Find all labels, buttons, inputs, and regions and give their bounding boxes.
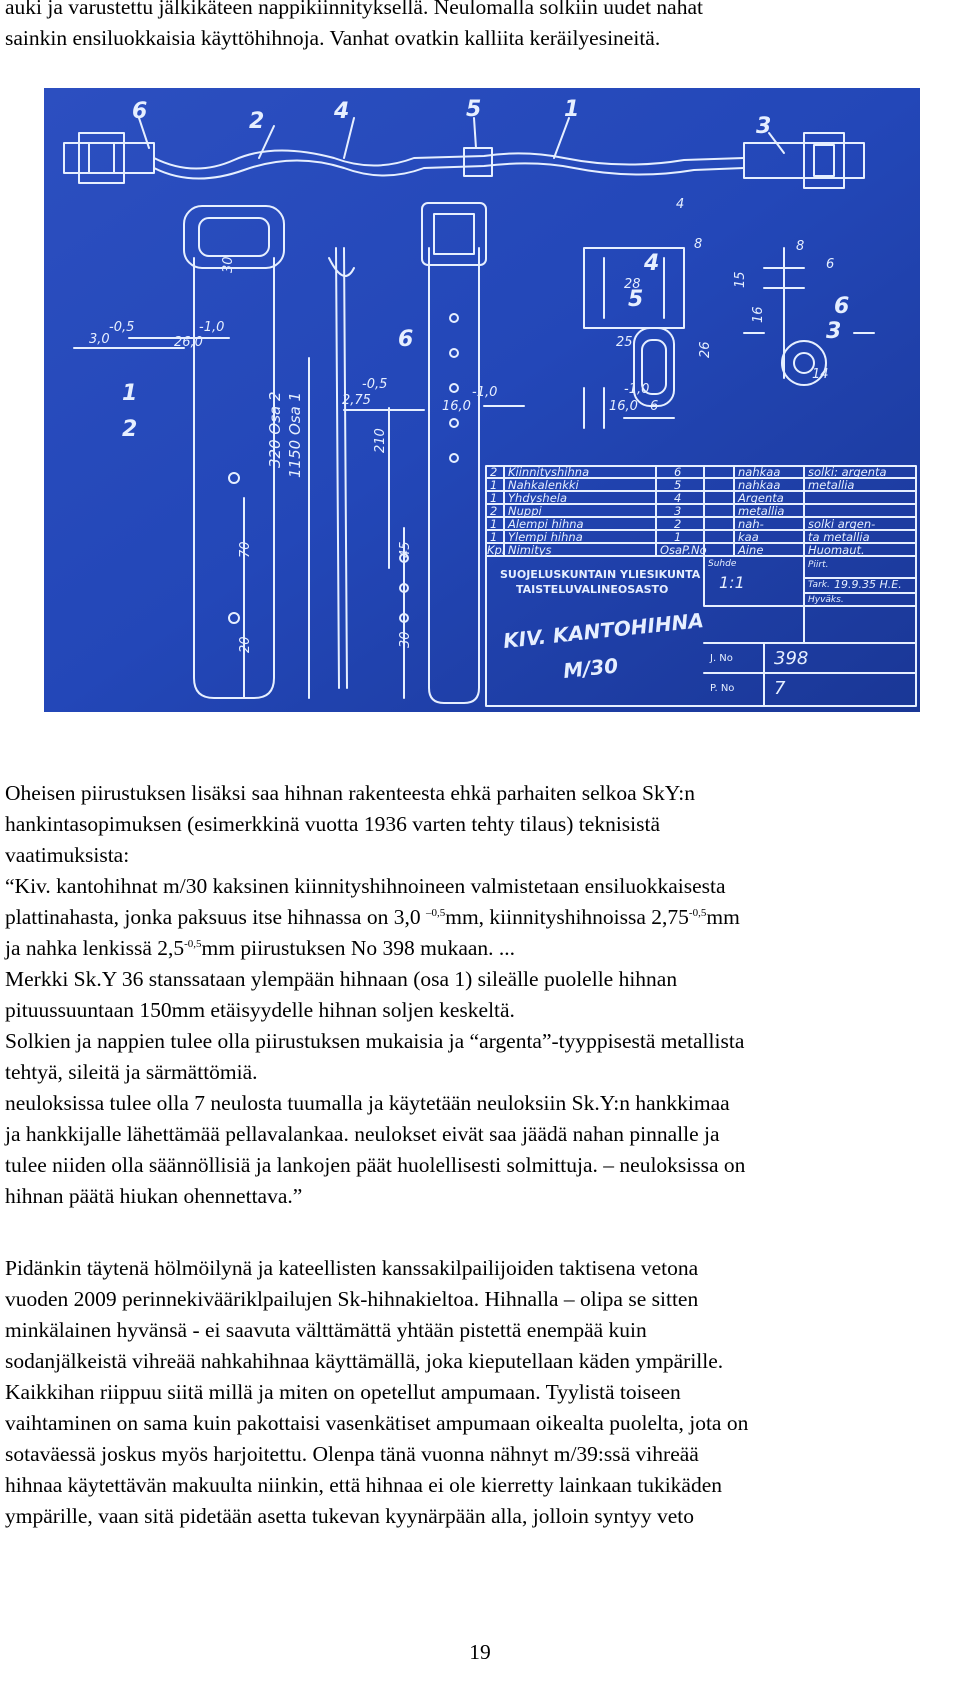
svg-text:metallia: metallia	[808, 478, 855, 492]
text-line: vuoden 2009 perinnekivääriklpailujen Sk-hihnakieltoa. Hihnalla – olipa se sitten	[5, 1287, 699, 1311]
svg-text:45: 45	[398, 541, 413, 558]
svg-text:solki argen-: solki argen-	[808, 517, 876, 531]
svg-text:26: 26	[698, 341, 713, 358]
svg-text:solki: argenta: solki: argenta	[808, 465, 887, 479]
svg-text:15: 15	[733, 271, 748, 288]
text-line: pituussuuntaan 150mm etäisyydelle hihnan soljen keskeltä.	[5, 998, 515, 1022]
svg-text:Tark.: Tark.	[808, 580, 830, 590]
svg-text:nahkaa: nahkaa	[738, 478, 781, 492]
svg-text:kaa: kaa	[738, 530, 759, 544]
text-line: Pidänkin täytenä hölmöilynä ja kateellisten kanssakilpailijoiden taktisena vetona	[5, 1256, 699, 1280]
svg-text:-1,0: -1,0	[199, 320, 225, 335]
callout-label: 6	[834, 294, 850, 319]
svg-text:Kpl: Kpl	[487, 543, 506, 557]
callout-label: 5	[628, 287, 644, 312]
svg-text:25: 25	[616, 335, 633, 350]
svg-text:398: 398	[774, 648, 809, 669]
text-line: Merkki Sk.Y 36 stanssataan ylempään hihnaan (osa 1) sileälle puolelle hihnan	[5, 967, 678, 991]
callout-label: 3	[826, 319, 842, 344]
blueprint-photo	[44, 88, 920, 712]
svg-text:210: 210	[373, 428, 388, 453]
svg-text:1: 1	[674, 530, 682, 544]
svg-text:16,0: 16,0	[442, 399, 471, 414]
svg-text:KIV. KANTOHIHNA: KIV. KANTOHIHNA	[502, 608, 705, 653]
text-line: auki ja varustettu jälkikäteen nappikiinnityksellä. Neulomalla solkiin uudet nahat	[5, 0, 703, 19]
svg-text:-1,0: -1,0	[624, 382, 650, 397]
svg-text:Alempi hihna: Alempi hihna	[508, 517, 584, 531]
svg-text:7: 7	[774, 678, 786, 699]
tolerance-superscript: -0,5	[184, 937, 202, 950]
svg-text:Ylempi hihna: Ylempi hihna	[508, 530, 583, 544]
text-line: vaatimuksista:	[5, 843, 130, 867]
svg-text:5: 5	[674, 478, 682, 492]
svg-text:Hyväks.: Hyväks.	[808, 595, 844, 605]
svg-text:320 Osa 2: 320 Osa 2	[266, 391, 284, 468]
svg-text:1: 1	[490, 530, 498, 544]
text-line: plattinahasta, jonka paksuus itse hihnassa on 3,0 $^{-0,5}$mm, kiinnityshihnoissa $2,75^{-0,5}mm$	[5, 905, 740, 929]
svg-text:P.No: P.No	[682, 543, 707, 557]
svg-text:TAISTELUVALINEOSASTO: TAISTELUVALINEOSASTO	[516, 583, 669, 596]
svg-text:Nahkalenkki: Nahkalenkki	[508, 478, 579, 492]
svg-text:Kiinnityshihna: Kiinnityshihna	[508, 465, 590, 479]
svg-text:6: 6	[674, 465, 682, 479]
svg-text:16,0: 16,0	[609, 399, 638, 414]
svg-text:3: 3	[674, 504, 682, 518]
callout-label: 1	[122, 381, 138, 406]
text-line: Solkien ja nappien tulee olla piirustuksen mukaisia ja “argenta”-tyyppisestä metallista	[5, 1029, 745, 1053]
intro-paragraph	[5, 0, 957, 54]
svg-text:1150 Osa 1: 1150 Osa 1	[286, 391, 304, 478]
essay-paragraph	[5, 1253, 957, 1532]
svg-text:Nimitys: Nimitys	[508, 543, 552, 557]
svg-text:P. No: P. No	[710, 683, 735, 694]
svg-text:6: 6	[826, 257, 835, 272]
text-line: sainkin ensiluokkaisia käyttöhihnoja. Vanhat ovatkin kalliita keräilyesineitä.	[5, 26, 661, 50]
svg-text:SUOJELUSKUNTAIN YLIESIKUNTA: SUOJELUSKUNTAIN YLIESIKUNTA	[500, 568, 701, 581]
text-line: tehtyä, sileitä ja särmättömiä.	[5, 1060, 258, 1084]
svg-text:1:1: 1:1	[719, 573, 745, 592]
text-line: vaihtaminen on sama kuin pakottaisi vasenkätiset ampumaan oikealta puolelta, jota on	[5, 1411, 749, 1435]
svg-text:70: 70	[238, 541, 253, 558]
svg-text:Piirt.: Piirt.	[808, 560, 829, 570]
svg-text:-1,0: -1,0	[472, 385, 498, 400]
text-line: ja nahka lenkissä $2,5^{-0,5}mm$ piirustuksen No 398 mukaan. ...	[5, 936, 516, 960]
page-number: 19	[469, 1640, 491, 1664]
text-line: minkälainen hyvänsä - ei saavuta välttämättä yhtään pistettä enempää kuin	[5, 1318, 647, 1342]
svg-text:14: 14	[812, 367, 829, 382]
svg-text:26,0: 26,0	[174, 335, 203, 350]
svg-text:Argenta: Argenta	[738, 491, 784, 505]
svg-text:2,75: 2,75	[342, 393, 371, 408]
svg-text:-0,5: -0,5	[109, 320, 135, 335]
quote-paragraph	[5, 778, 957, 1212]
svg-text:19.9.35 H.E.: 19.9.35 H.E.	[834, 578, 902, 591]
svg-text:metallia: metallia	[738, 504, 785, 518]
svg-text:3,0: 3,0	[89, 332, 110, 347]
text-line: Oheisen piirustuksen lisäksi saa hihnan rakenteesta ehkä parhaiten selkoa SkY:n	[5, 781, 696, 805]
svg-text:1: 1	[490, 491, 498, 505]
svg-text:8: 8	[796, 239, 805, 254]
svg-text:Aine: Aine	[738, 543, 764, 557]
blueprint-background	[44, 88, 920, 712]
text-line: Kaikkihan riippuu siitä millä ja miten on opetellut ampumaan. Tyylistä toiseen	[5, 1380, 681, 1404]
svg-text:1: 1	[490, 478, 498, 492]
svg-text:2: 2	[490, 465, 498, 479]
text-line: neuloksissa tulee olla 7 neulosta tuumalla ja käytetään neuloksiin Sk.Y:n hankkimaa	[5, 1091, 730, 1115]
svg-text:Huomaut.: Huomaut.	[808, 543, 865, 557]
tolerance-superscript: -0,5	[688, 906, 707, 919]
svg-text:-0,5: -0,5	[362, 377, 388, 392]
svg-text:28: 28	[624, 277, 641, 292]
svg-text:8: 8	[694, 237, 703, 252]
svg-text:Osa: Osa	[660, 543, 683, 557]
svg-text:nahkaa: nahkaa	[738, 465, 781, 479]
text-line: hankintasopimuksen (esimerkkinä vuotta 1936 varten tehty tilaus) teknisistä	[5, 812, 661, 836]
svg-text:Yhdyshela: Yhdyshela	[508, 491, 568, 505]
text-line: ympärille, vaan sitä pidetään asetta tukevan kyynärpään alla, jolloin syntyy veto	[5, 1504, 694, 1528]
svg-text:1: 1	[490, 517, 498, 531]
svg-text:2: 2	[674, 517, 682, 531]
svg-text:30: 30	[398, 631, 413, 648]
svg-text:nah-: nah-	[738, 517, 764, 531]
text-line: hihnan päätä hiukan ohennettava.”	[5, 1184, 303, 1208]
svg-text:Suhde: Suhde	[708, 559, 737, 569]
callout-label: 6	[398, 327, 414, 352]
callout-label: 6	[132, 99, 148, 124]
svg-text:16: 16	[751, 306, 766, 323]
svg-text:J. No: J. No	[710, 653, 733, 664]
svg-text:30: 30	[221, 256, 236, 273]
svg-text:2: 2	[490, 504, 498, 518]
callout-label: 2	[249, 109, 265, 134]
svg-text:4: 4	[674, 491, 682, 505]
svg-text:M/30: M/30	[562, 653, 620, 683]
svg-text:Nuppi: Nuppi	[508, 504, 542, 518]
text-line: “Kiv. kantohihnat m/30 kaksinen kiinnityshihnoineen valmistetaan ensiluokkaisesta	[5, 874, 726, 898]
tolerance-superscript: –0,5	[425, 906, 446, 919]
svg-text:ta metallia: ta metallia	[808, 530, 870, 544]
svg-text:4: 4	[676, 197, 685, 212]
callout-label: 1	[564, 97, 580, 122]
callout-label: 3	[756, 114, 772, 139]
callout-label: 4	[644, 251, 660, 276]
callout-label: 5	[466, 97, 482, 122]
text-line: sotaväessä joskus myös harjoitettu. Olenpa tänä vuonna nähnyt m/39:ssä vihreää	[5, 1442, 699, 1466]
text-line: tulee niiden olla säännöllisiä ja lankojen päät huolellisesti solmittuja. – neuloksissa on	[5, 1153, 746, 1177]
callout-label: 4	[334, 99, 350, 124]
text-line: ja hankkijalle lähettämää pellavalankaa. neulokset eivät saa jäädä nahan pinnalle ja	[5, 1122, 720, 1146]
callout-label: 2	[122, 417, 138, 442]
text-line: sodanjälkeistä vihreää nahkahihnaa käyttämällä, joka kieputellaan käden ympärille.	[5, 1349, 724, 1373]
svg-text:6: 6	[650, 399, 659, 414]
text-line: hihnaa käytettävän makuulta niinkin, että hihnaa ei ole kierretty lainkaan tukikäden	[5, 1473, 723, 1497]
svg-text:20: 20	[238, 636, 253, 653]
